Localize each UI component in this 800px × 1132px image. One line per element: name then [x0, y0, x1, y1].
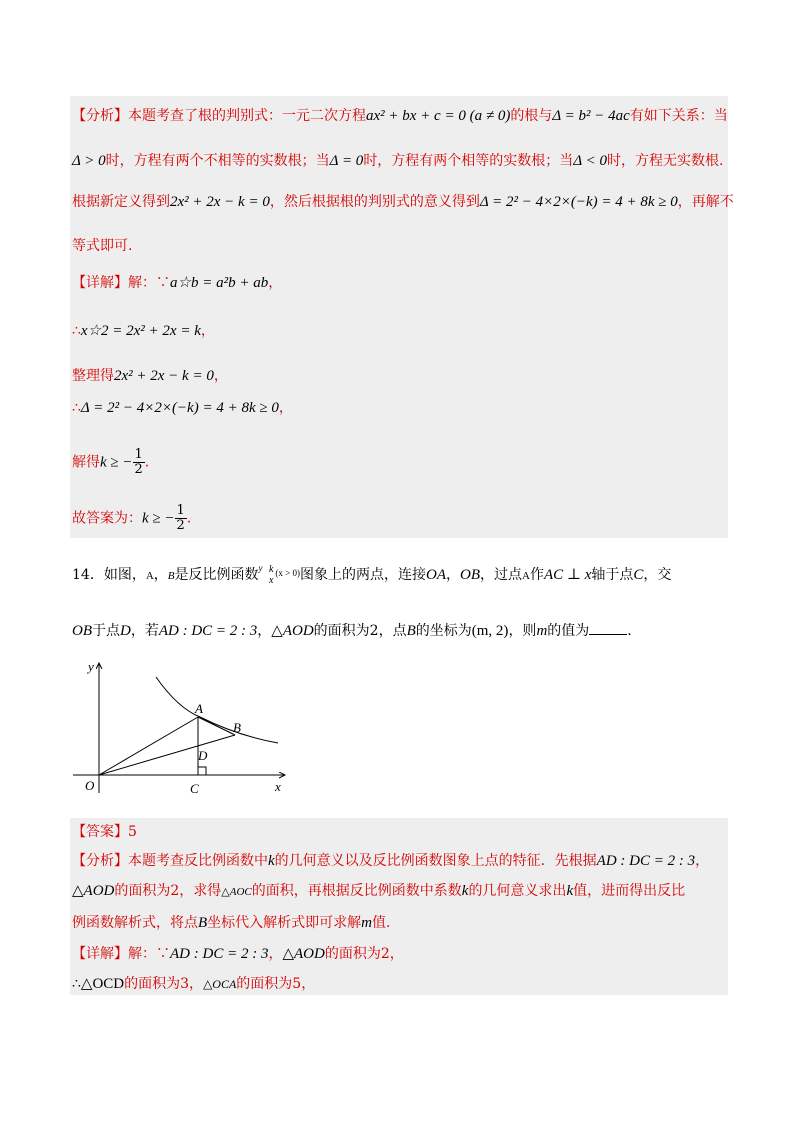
analysis-line-3: 根据新定义得到2x² + 2x − k = 0，然后根据根的判别式的意义得到Δ = 2² − 4×2×(−k) = 4 + 8k ≥ 0，再解不: [72, 194, 734, 210]
label-D: D: [198, 748, 208, 763]
label-O: O: [85, 778, 95, 793]
answer-label: 【答案】5: [72, 824, 137, 840]
hyperbola-curve: [156, 677, 278, 743]
detail-line-4: ∴Δ = 2² − 4×2×(−k) = 4 + 8k ≥ 0，: [72, 400, 293, 416]
question-14-line-1: 14．如图，A，B是反比例函数$^y$ k x $^{(x > 0)}$图象上的两点，连接OA，OB，过点A作AC ⊥ x轴于点C，交: [72, 563, 672, 586]
analysis2-line-1: 【分析】本题考查反比例函数中k的几何意义以及反比例函数图象上点的特征．先根据AD : DC = 2 : 3，: [72, 853, 710, 869]
analysis-line-2: Δ > 0时，方程有两个不相等的实数根；当Δ = 0时，方程有两个相等的实数根；当Δ < 0时，方程无实数根.: [72, 153, 724, 169]
quadratic-equation: ax² + bx + c = 0 (a ≠ 0): [366, 108, 511, 124]
question-14-line-2: OB于点D，若AD : DC = 2 : 3，△AOD的面积为2，点B的坐标为(m, 2)，则m的值为 .: [72, 620, 632, 641]
discriminant-formula: Δ = b² − 4ac: [552, 108, 630, 124]
detail-line-3: 整理得2x² + 2x − k = 0，: [72, 368, 228, 384]
fraction-one-half-answer: $\frac{1}{2}$: [176, 503, 185, 533]
label-C: C: [190, 781, 199, 796]
segment-OA: [99, 717, 198, 775]
detail-line-1: 【详解】解：∵a☆b = a²b + ab，: [72, 275, 283, 291]
reciprocal-function-figure: [70, 655, 300, 800]
answer-line: 故答案为：k ≥ − $\frac{1}{2}$ .: [72, 503, 192, 533]
label-B: B: [233, 720, 241, 735]
answer-blank: [589, 620, 627, 635]
detail2-line-1: 【详解】解：∵AD : DC = 2 : 3，△AOD的面积为2，: [72, 946, 404, 962]
detail2-line-2: ∴△OCD的面积为3，△OCA的面积为5，: [72, 976, 316, 992]
label-y: y: [88, 659, 94, 674]
analysis2-line-2: △AOD的面积为2，求得△AOC的面积，再根据反比例函数中系数k的几何意义求出k值，进而得出反比: [72, 883, 686, 899]
fraction-one-half: $\frac{1}{2}$: [134, 447, 143, 477]
k-over-x-fraction: k x: [268, 564, 274, 586]
label-A: A: [195, 701, 203, 716]
analysis2-line-3: 例函数解析式，将点B坐标代入解析式即可求解m值.: [72, 915, 391, 931]
analysis-line-4: 等式即可.: [72, 238, 133, 254]
analysis-line-1: 【分析】本题考查了根的判别式：一元二次方程ax² + bx + c = 0 (a ≠ 0)的根与Δ = b² − 4ac有如下关系：当: [72, 108, 728, 124]
detail-line-5: 解得k ≥ − $\frac{1}{2}$ .: [72, 447, 150, 477]
detail-line-2: ∴x☆2 = 2x² + 2x = k，: [72, 323, 215, 339]
analysis-block-2: [70, 818, 728, 995]
right-angle-mark: [198, 767, 206, 775]
label-x: x: [275, 779, 281, 794]
segment-OB: [99, 735, 235, 775]
segment-AB: [198, 717, 235, 735]
